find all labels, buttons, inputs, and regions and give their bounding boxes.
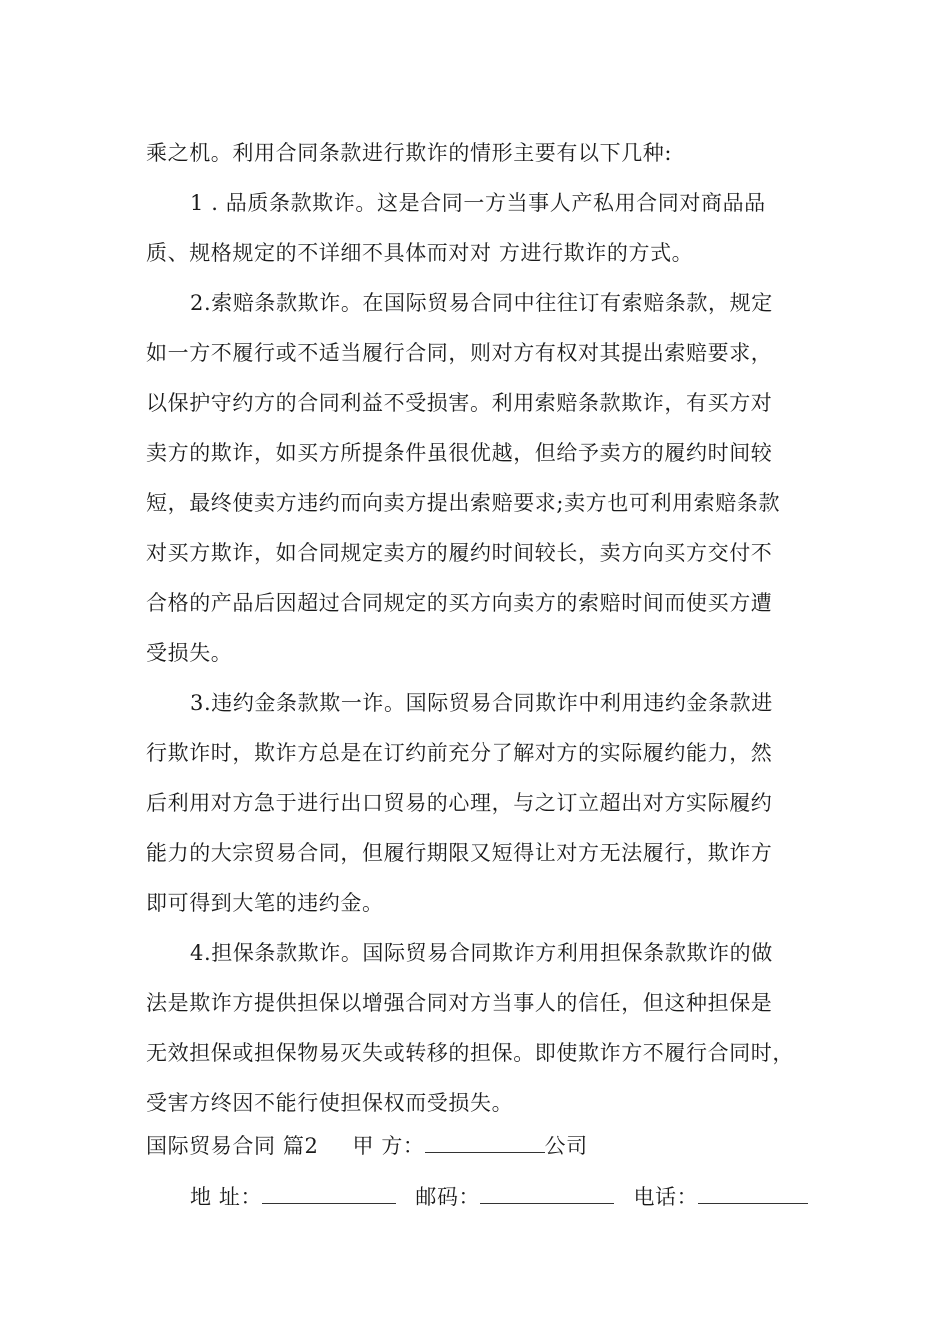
contact-row bbox=[190, 1172, 820, 1222]
body-line: 法是欺诈方提供担保以增强合同对方当事人的信任，但这种担保是 bbox=[146, 991, 773, 1015]
body-line: 受损失。 bbox=[146, 641, 233, 665]
body-line: 无效担保或担保物易灭失或转移的担保。即使欺诈方不履行合同时， bbox=[146, 1041, 794, 1065]
phone-label: 电话： bbox=[633, 1185, 699, 1209]
body-line: 以保护守约方的合同利益不受损害。利用索赔条款欺诈，有买方对 bbox=[146, 391, 773, 415]
party-a-suffix: 公司 bbox=[544, 1134, 588, 1158]
postcode-blank bbox=[480, 1181, 614, 1204]
body-line: 合格的产品后因超过合同规定的买方向卖方的索赔时间而使买方遭 bbox=[146, 591, 773, 615]
party-a-label: 甲 方： bbox=[352, 1134, 425, 1158]
address-label: 地 址： bbox=[190, 1185, 263, 1209]
body-line: 对买方欺诈，如合同规定卖方的履约时间较长，卖方向买方交付不 bbox=[146, 541, 773, 565]
postcode-label: 邮码： bbox=[415, 1185, 481, 1209]
body-line: 受害方终因不能行使担保权而受损失。 bbox=[146, 1091, 514, 1115]
body-line: 4.担保条款欺诈。国际贸易合同欺诈方利用担保条款欺诈的做 bbox=[190, 941, 773, 965]
contract-title: 国际贸易合同 篇2 bbox=[146, 1134, 319, 1158]
body-line: 行欺诈时，欺诈方总是在订约前充分了解对方的实际履约能力，然 bbox=[146, 741, 773, 765]
body-line: 2.索赔条款欺诈。在国际贸易合同中往往订有索赔条款，规定 bbox=[190, 291, 773, 315]
body-line: 能力的大宗贸易合同，但履行期限又短得让对方无法履行，欺诈方 bbox=[146, 841, 773, 865]
body-line: 3.违约金条款欺一诈。国际贸易合同欺诈中利用违约金条款进 bbox=[190, 691, 773, 715]
body-line: 质、规格规定的不详细不具体而对对 方进行欺诈的方式。 bbox=[146, 241, 694, 265]
body-line: 卖方的欺诈，如买方所提条件虽很优越，但给予卖方的履约时间较 bbox=[146, 441, 773, 465]
phone-blank bbox=[698, 1181, 808, 1204]
document-body bbox=[146, 128, 818, 1128]
body-line: 即可得到大笔的违约金。 bbox=[146, 891, 384, 915]
body-line: 如一方不履行或不适当履行合同，则对方有权对其提出索赔要求， bbox=[146, 341, 773, 365]
contract-heading-row bbox=[146, 1121, 588, 1171]
body-line: 1 . 品质条款欺诈。这是合同一方当事人产私用合同对商品品 bbox=[190, 191, 766, 215]
body-line: 短，最终使卖方违约而向卖方提出索赔要求;卖方也可利用索赔条款 bbox=[146, 491, 781, 515]
body-line: 乘之机。利用合同条款进行欺诈的情形主要有以下几种: bbox=[146, 141, 673, 165]
address-blank bbox=[262, 1181, 396, 1204]
party-a-blank bbox=[425, 1130, 545, 1153]
body-line: 后利用对方急于进行出口贸易的心理，与之订立超出对方实际履约 bbox=[146, 791, 773, 815]
